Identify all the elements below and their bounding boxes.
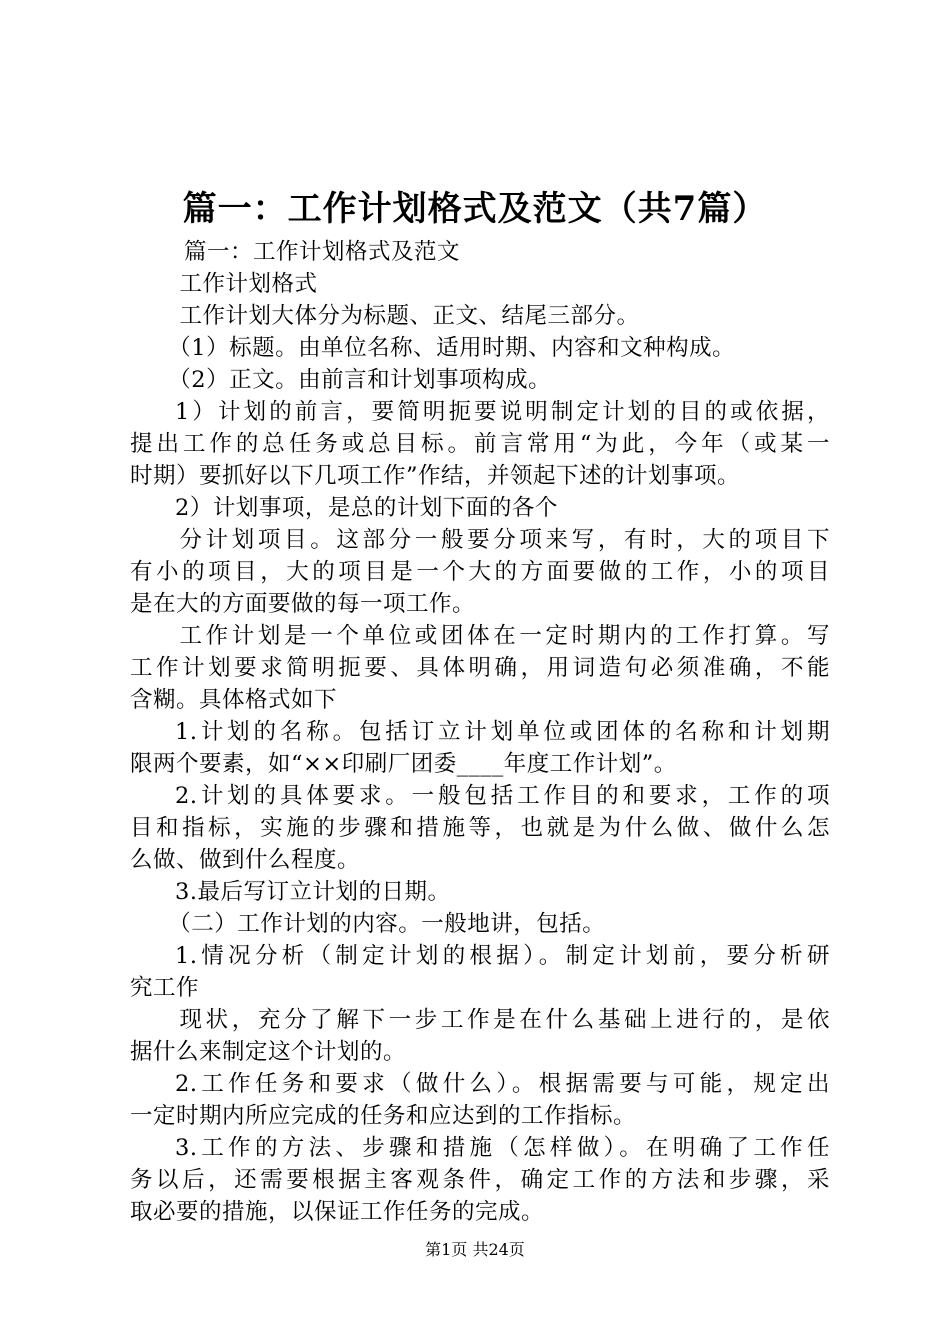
text-line: 3.最后写订立计划的日期。 bbox=[175, 879, 451, 905]
text-line: 提出工作的总任务或总目标。前言常用“为此，今年（或某一 bbox=[130, 431, 830, 457]
text-line: 2.计划的具体要求。一般包括工作目的和要求，工作的项 bbox=[175, 783, 830, 809]
text-line: 1.情况分析（制定计划的根据）。制定计划前，要分析研 bbox=[175, 943, 830, 969]
text-line: 限两个要素，如“××印刷厂团委____年度工作计划”。 bbox=[130, 751, 677, 777]
text-line: 2.工作任务和要求（做什么）。根据需要与可能，规定出 bbox=[175, 1071, 830, 1097]
document-title: 篇一：工作计划格式及范文（共7篇） bbox=[182, 189, 768, 229]
text-line: 工作计划要求简明扼要、具体明确，用词造句必须准确，不能 bbox=[130, 655, 830, 681]
text-line: 2）计划事项，是总的计划下面的各个 bbox=[175, 495, 558, 521]
text-line: （二）工作计划的内容。一般地讲，包括。 bbox=[168, 911, 606, 937]
text-line: 有小的项目，大的项目是一个大的方面要做的工作，小的项目 bbox=[130, 559, 830, 585]
text-line: （1）标题。由单位名称、适用时期、内容和文种构成。 bbox=[168, 335, 736, 361]
text-line: 务以后，还需要根据主客观条件，确定工作的方法和步骤，采 bbox=[130, 1167, 830, 1193]
text-line: 目和指标，实施的步骤和措施等，也就是为什么做、做什么怎 bbox=[130, 815, 830, 841]
text-line: 一定时期内所应完成的任务和应达到的工作指标。 bbox=[130, 1103, 637, 1129]
text-line: 3.工作的方法、步骤和措施（怎样做）。在明确了工作任 bbox=[175, 1135, 830, 1161]
text-line: 是在大的方面要做的每一项工作。 bbox=[130, 591, 476, 617]
text-line: 究工作 bbox=[130, 975, 200, 1001]
text-line: 1.计划的名称。包括订立计划单位或团体的名称和计划期 bbox=[175, 719, 830, 745]
text-line: 工作计划格式 bbox=[179, 271, 318, 297]
text-line: 含糊。具体格式如下 bbox=[130, 687, 338, 713]
text-line: 时期）要抓好以下几项工作”作结，并领起下述的计划事项。 bbox=[130, 463, 741, 489]
page-footer: 第1页 共24页 bbox=[425, 1240, 525, 1259]
text-line: （2）正文。由前言和计划事项构成。 bbox=[168, 367, 552, 393]
text-line: 么做、做到什么程度。 bbox=[130, 847, 361, 873]
text-line: 篇一：工作计划格式及范文 bbox=[184, 239, 461, 265]
text-line: 工作计划大体分为标题、正文、结尾三部分。 bbox=[179, 303, 640, 329]
text-line: 现状，充分了解下一步工作是在什么基础上进行的，是依 bbox=[179, 1007, 830, 1033]
text-line: 工作计划是一个单位或团体在一定时期内的工作打算。写 bbox=[179, 623, 830, 649]
text-line: 分计划项目。这部分一般要分项来写，有时，大的项目下 bbox=[179, 527, 830, 553]
text-line: 1）计划的前言，要简明扼要说明制定计划的目的或依据， bbox=[175, 399, 830, 425]
text-line: 取必要的措施，以保证工作任务的完成。 bbox=[130, 1199, 545, 1225]
document-body bbox=[130, 236, 830, 1228]
text-line: 据什么来制定这个计划的。 bbox=[130, 1039, 407, 1065]
